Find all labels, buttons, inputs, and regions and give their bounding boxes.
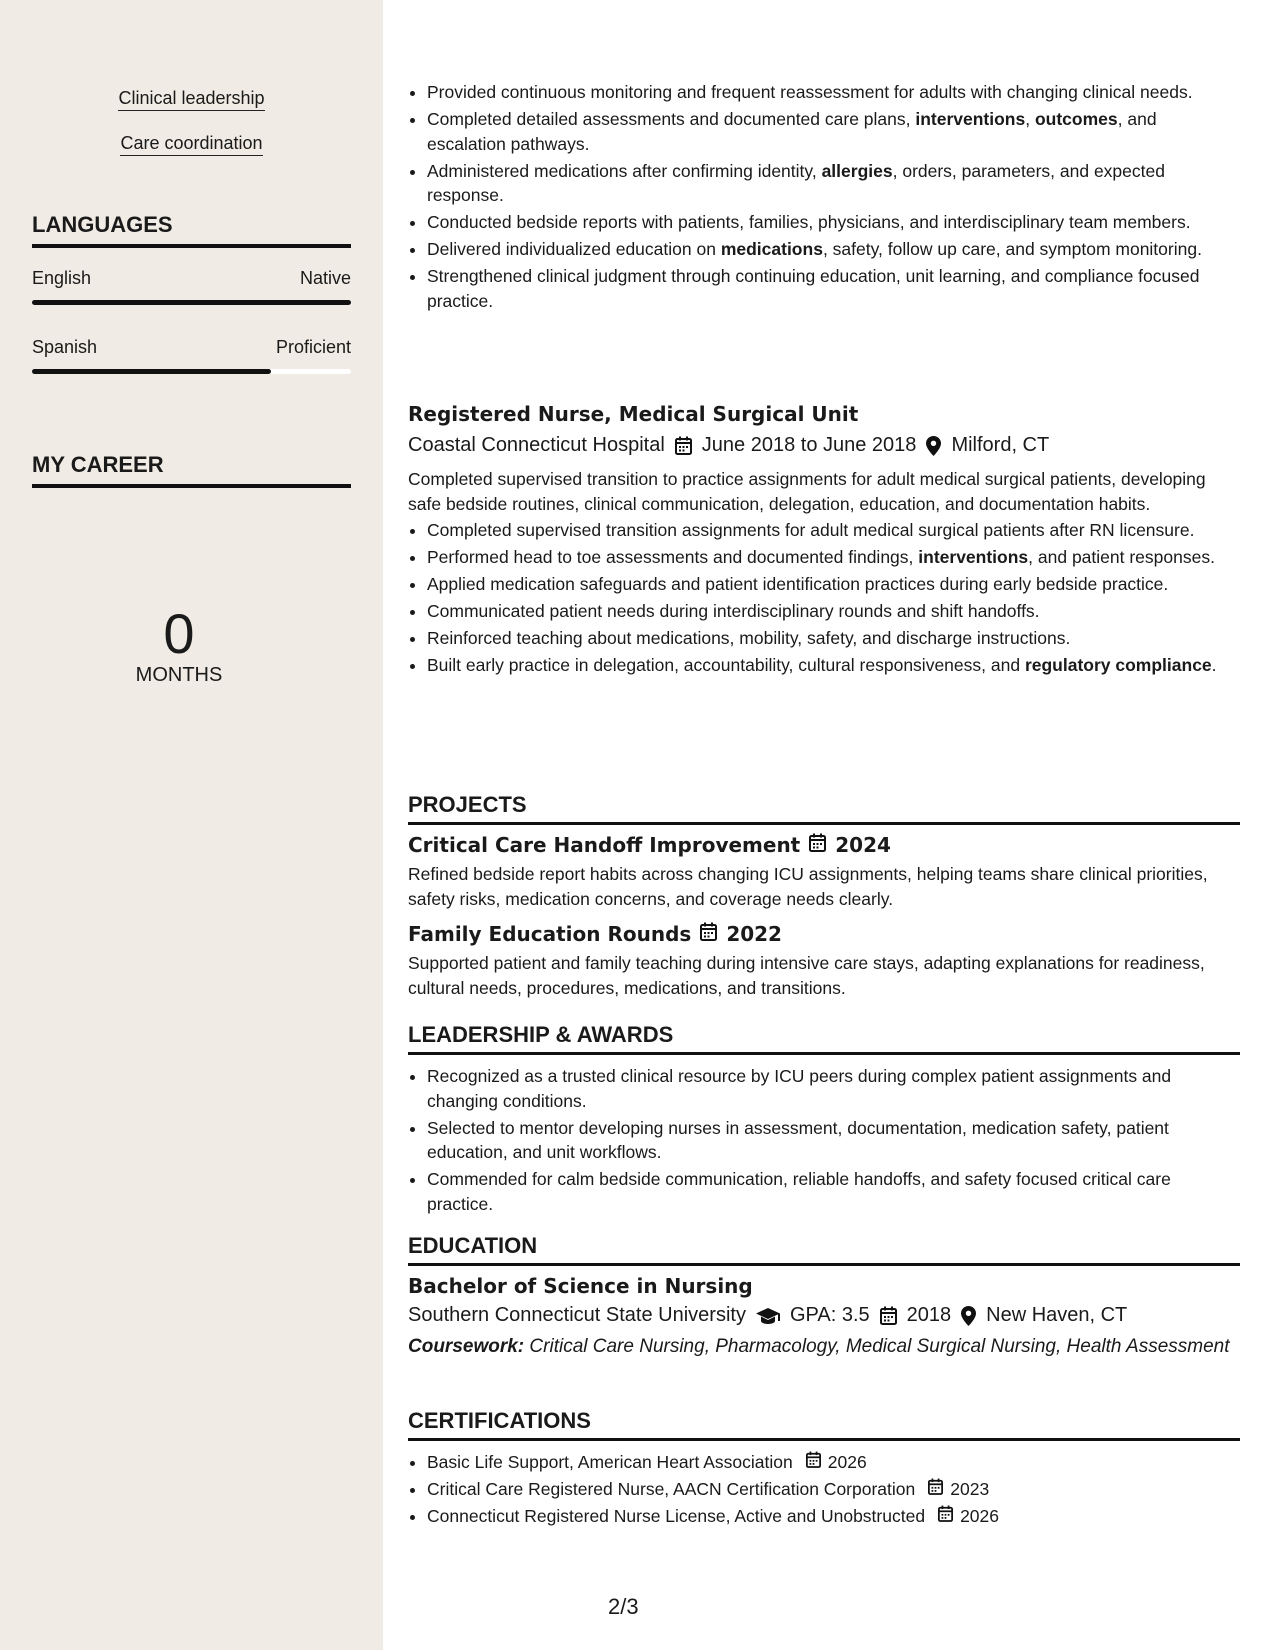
job2-block xyxy=(408,402,1240,680)
calendar-icon xyxy=(806,1450,821,1475)
certification-year: 2026 xyxy=(827,1452,867,1472)
job-employer: Coastal Connecticut Hospital xyxy=(408,434,665,456)
languages-heading: LANGUAGES xyxy=(32,212,351,248)
awards-section xyxy=(408,1022,1240,1219)
skill-label: Clinical leadership xyxy=(118,88,264,111)
gpa: GPA: 3.5 xyxy=(789,1304,870,1326)
degree: Bachelor of Science in Nursing xyxy=(408,1274,753,1298)
language-bar-english xyxy=(32,300,351,305)
job2-bullet-list xyxy=(408,518,1240,678)
projects-section xyxy=(408,792,1240,1000)
bullet-item: • Communicated patient needs during interdisciplinary rounds and shift handoffs. xyxy=(427,599,1240,624)
calendar-icon xyxy=(938,1504,953,1529)
bullet-item: • Conducted bedside reports with patients, families, physicians, and interdisciplinary team members. xyxy=(427,210,1240,235)
language-row-spanish xyxy=(32,337,351,358)
bullet-item: • Built early practice in delegation, accountability, cultural responsiveness, and regulatory compliance. xyxy=(427,653,1240,678)
coursework-list: Critical Care Nursing, Pharmacology, Medical Surgical Nursing, Health Assessment xyxy=(529,1336,1230,1357)
certification-name: • Basic Life Support, American Heart Association xyxy=(427,1452,793,1472)
certifications-heading: CERTIFICATIONS xyxy=(408,1408,1240,1441)
project-desc: Supported patient and family teaching during intensive care stays, adapting explanations for readiness, cultural needs, procedures, medications, and transitions. xyxy=(408,953,1205,998)
language-level: Proficient xyxy=(275,337,351,357)
language-bar-fill xyxy=(32,300,351,305)
location-pin-icon xyxy=(961,1306,976,1326)
bullet-item: • Provided continuous monitoring and frequent reassessment for adults with changing clinical needs. xyxy=(427,80,1240,105)
certification-item xyxy=(427,1477,1240,1502)
career-heading: MY CAREER xyxy=(32,452,351,488)
language-row-english xyxy=(32,268,351,289)
project-desc: Refined bedside report habits across changing ICU assignments, helping teams share clinical priorities, safety risks, medication concerns, and coverage needs clearly. xyxy=(408,864,1208,909)
sidebar xyxy=(0,0,383,1650)
calendar-icon xyxy=(809,833,826,857)
certifications-section xyxy=(408,1408,1240,1531)
calendar-icon xyxy=(880,1306,897,1325)
skill-care-coordination xyxy=(0,133,383,154)
graduation-cap-icon xyxy=(756,1307,780,1325)
certification-item xyxy=(427,1504,1240,1529)
language-bar-fill xyxy=(32,369,271,374)
skill-clinical-leadership xyxy=(0,88,383,109)
bullet-item: • Applied medication safeguards and patient identification practices during early bedside practice. xyxy=(427,572,1240,597)
awards-heading: LEADERSHIP & AWARDS xyxy=(408,1022,1240,1055)
job-dates: June 2018 to June 2018 xyxy=(701,434,917,456)
project-title-row xyxy=(408,922,1240,946)
project-year: 2022 xyxy=(726,922,782,946)
skill-label: Care coordination xyxy=(120,133,262,156)
bullet-item: • Selected to mentor developing nurses in assessment, documentation, medication safety, patient education, and unit workflows. xyxy=(427,1116,1240,1165)
projects-heading: PROJECTS xyxy=(408,792,1240,825)
job1-bullet-list xyxy=(408,80,1240,313)
project-title: Critical Care Handoff Improvement xyxy=(408,833,801,857)
school-location: New Haven, CT xyxy=(986,1304,1128,1326)
school-name: Southern Connecticut State University xyxy=(408,1304,746,1326)
job-meta xyxy=(408,434,1240,457)
bullet-item: • Completed detailed assessments and documented care plans, interventions, outcomes, and escalation pathways. xyxy=(427,107,1240,156)
location-pin-icon xyxy=(926,436,941,456)
main-content xyxy=(408,0,1240,1650)
project-item xyxy=(408,833,1240,911)
education-heading: EDUCATION xyxy=(408,1233,1240,1266)
bullet-item: • Completed supervised transition assignments for adult medical surgical patients after RN licensure. xyxy=(427,518,1240,543)
calendar-icon xyxy=(928,1477,943,1502)
certification-item xyxy=(427,1450,1240,1475)
certifications-list xyxy=(408,1450,1240,1529)
language-name: English xyxy=(32,268,92,288)
coursework-label: Coursework: xyxy=(408,1336,525,1357)
calendar-icon xyxy=(700,922,717,946)
job-summary: Completed supervised transition to practice assignments for adult medical surgical patients, developing safe bedside routines, clinical communication, delegation, education, and documentation habits. xyxy=(408,469,1206,514)
coursework xyxy=(408,1335,1240,1359)
bullet-item: • Performed head to toe assessments and documented findings, interventions, and patient responses. xyxy=(427,545,1240,570)
bullet-item: • Commended for calm bedside communication, reliable handoffs, and safety focused critical care practice. xyxy=(427,1167,1240,1216)
project-title-row xyxy=(408,833,1240,857)
job1-bullets-block xyxy=(408,80,1240,316)
job-location: Milford, CT xyxy=(951,434,1050,456)
bullet-item: • Reinforced teaching about medications, mobility, safety, and discharge instructions. xyxy=(427,626,1240,651)
graduation-year: 2018 xyxy=(906,1304,952,1326)
calendar-icon xyxy=(675,436,692,455)
career-unit: MONTHS xyxy=(135,664,223,686)
certification-name: • Critical Care Registered Nurse, AACN Certification Corporation xyxy=(427,1479,916,1499)
project-title: Family Education Rounds xyxy=(408,922,692,946)
project-year: 2024 xyxy=(835,833,891,857)
language-name: Spanish xyxy=(32,337,98,357)
language-level: Native xyxy=(299,268,351,288)
bullet-item: • Administered medications after confirming identity, allergies, orders, parameters, and expected response. xyxy=(427,159,1240,208)
certification-year: 2026 xyxy=(960,1506,999,1526)
project-item xyxy=(408,922,1240,1000)
bullet-item: • Strengthened clinical judgment through continuing education, unit learning, and compliance focused practice. xyxy=(427,264,1240,313)
education-section xyxy=(408,1233,1240,1359)
job-title: Registered Nurse, Medical Surgical Unit xyxy=(408,402,859,426)
page-number: 2/3 xyxy=(608,1594,639,1619)
certification-year: 2023 xyxy=(950,1479,990,1499)
language-bar-spanish xyxy=(32,369,351,374)
awards-list xyxy=(408,1064,1240,1216)
certification-name: • Connecticut Registered Nurse License, Active and Unobstructed xyxy=(427,1506,926,1526)
education-meta xyxy=(408,1304,1240,1327)
bullet-item: • Delivered individualized education on medications, safety, follow up care, and symptom monitoring. xyxy=(427,237,1240,262)
career-value: 0 xyxy=(163,602,195,665)
bullet-item: • Recognized as a trusted clinical resource by ICU peers during complex patient assignments and changing conditions. xyxy=(427,1064,1240,1113)
